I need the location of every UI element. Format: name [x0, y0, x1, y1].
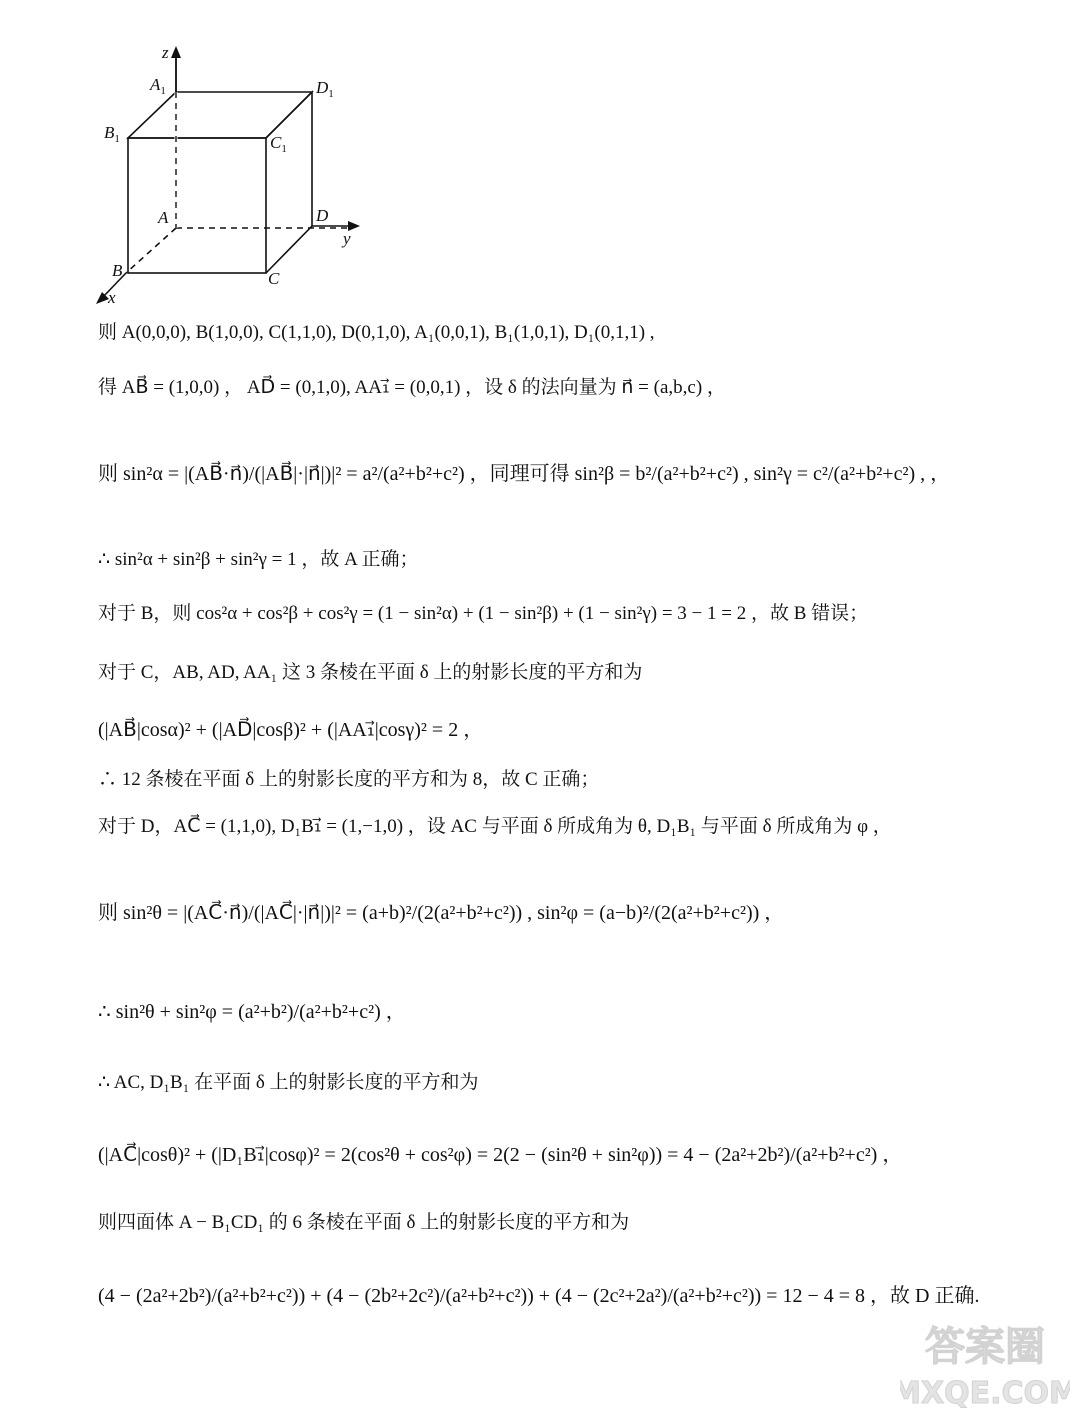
line-final-sum: (4 − (2a²+2b²)/(a²+b²+c²)) + (4 − (2b²+2c²)/(a²+b²+c²)) + (4 − (2c²+2a²)/(a²+b²+c²)) = 12 − 4 = 8 ，故 D 正确.	[98, 1285, 980, 1307]
label-C: C	[268, 269, 280, 288]
watermark-logo-text: 答案圈	[925, 1324, 1045, 1370]
line-coordinates: 则 A(0,0,0), B(1,0,0), C(1,1,0), D(0,1,0), A₁(0,0,1), B₁(1,0,1), D₁(0,1,1) ,	[98, 322, 655, 343]
x-axis-hidden	[126, 228, 176, 273]
top-face	[128, 92, 312, 138]
label-D: D	[316, 206, 329, 225]
watermark-url: MXQE.COM	[900, 1376, 1070, 1410]
watermark	[900, 1315, 1070, 1410]
cube-diagram	[90, 40, 370, 305]
label-C1: $C_1$	[270, 133, 287, 155]
line-option-c: 对于 C，AB, AD, AA₁ 这 3 条棱在平面 δ 上的射影长度的平方和为	[98, 662, 643, 683]
line-sum-sin: ∴ sin²α + sin²β + sin²γ = 1 ，故 A 正确；	[98, 549, 419, 570]
line-cos-sum: (|AC⃗|cosθ)² + (|D₁B₁⃗|cosφ)² = 2(cos²θ + cos²φ) = 2(2 − (sin²θ + sin²φ)) = 4 − (2a²+2b²)/(a²+b²+c²) ，	[98, 1144, 903, 1166]
line-vectors: 得 AB⃗ = (1,0,0) ， AD⃗ = (0,1,0), AA₁⃗ = (0,0,1) ，设 δ 的法向量为 n⃗ = (a,b,c) ，	[98, 377, 726, 398]
label-y: y	[343, 229, 351, 248]
line-ac-d1b1: ∴ AC, D₁B₁ 在平面 δ 上的射影长度的平方和为	[98, 1072, 479, 1093]
line-sum-theta-phi: ∴ sin²θ + sin²φ = (a²+b²)/(a²+b²+c²) ，	[98, 1001, 406, 1023]
label-A: A	[158, 208, 169, 227]
right-face	[266, 92, 312, 273]
cube-figure	[90, 40, 370, 305]
label-D1: $D_1$	[316, 78, 334, 100]
line-option-b: 对于 B，则 cos²α + cos²β + cos²γ = (1 − sin²α) + (1 − sin²β) + (1 − sin²γ) = 3 − 1 = 2 ，故 B 错误；	[98, 603, 869, 624]
label-B1: $B_1$	[104, 123, 120, 145]
line-sin-alpha: 则 sin²α = |(AB⃗·n⃗)/(|AB⃗|·|n⃗|)|² = a²/(a²+b²+c²) ，同理可得 sin²β = b²/(a²+b²+c²) , sin²γ = c²/(a²+b²+c²) , ，	[98, 463, 951, 485]
line-twelve-edges: ∴ 12 条棱在平面 δ 上的射影长度的平方和为 8，故 C 正确；	[98, 769, 600, 790]
z-arrow-icon	[171, 46, 181, 58]
label-z: z	[162, 43, 169, 62]
line-tetrahedron: 则四面体 A − B₁CD₁ 的 6 条棱在平面 δ 上的射影长度的平方和为	[98, 1212, 630, 1233]
label-A1: $A_1$	[150, 75, 166, 97]
label-x: x	[108, 288, 116, 305]
line-sin-theta: 则 sin²θ = |(AC⃗·n⃗)/(|AC⃗|·|n⃗|)|² = (a+b)²/(2(a²+b²+c²)) , sin²φ = (a−b)²/(2(a²+b²+c²)) ，	[98, 902, 785, 924]
label-B: B	[112, 261, 123, 280]
line-projection-sum: (|AB⃗|cosα)² + (|AD⃗|cosβ)² + (|AA₁⃗|cosγ)² = 2 ，	[98, 719, 484, 741]
line-option-d: 对于 D，AC⃗ = (1,1,0), D₁B₁⃗ = (1,−1,0) ，设 AC 与平面 δ 所成角为 θ, D₁B₁ 与平面 δ 所成角为 φ ，	[98, 816, 892, 837]
